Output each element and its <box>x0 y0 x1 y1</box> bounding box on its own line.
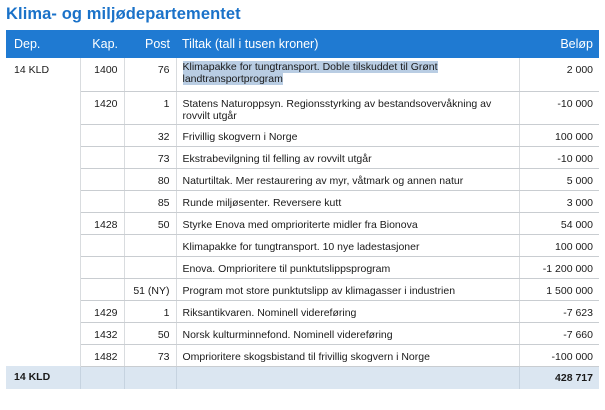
table-row <box>6 146 599 168</box>
total-belop: 428 717 <box>519 366 599 389</box>
post-cell: 51 (NY) <box>124 278 176 300</box>
selected-text[interactable]: Klimapakke for tungtransport. Doble tilskuddet til Grønt landtransportprogram <box>182 61 438 85</box>
tiltak-cell: Enova. Omprioritere til punktutslippsprogram <box>176 256 519 278</box>
post-cell <box>124 256 176 278</box>
tiltak-cell: Norsk kulturminnefond. Nominell videreføring <box>176 322 519 344</box>
tiltak-cell: Styrke Enova med omprioriterte midler fra Bionova <box>176 212 519 234</box>
belop-cell: 5 000 <box>519 168 599 190</box>
post-cell: 50 <box>124 322 176 344</box>
table-body <box>6 58 599 366</box>
post-cell: 73 <box>124 146 176 168</box>
kap-cell: 1429 <box>80 300 124 322</box>
header-kap: Kap. <box>80 30 124 58</box>
tiltak-cell: Statens Naturoppsyn. Regionsstyrking av bestandsovervåkning av rovvilt utgår <box>176 91 519 124</box>
table-row <box>6 322 599 344</box>
table-row <box>6 190 599 212</box>
tiltak-cell[interactable] <box>176 58 519 91</box>
post-cell: 1 <box>124 91 176 124</box>
kap-cell <box>80 124 124 146</box>
post-cell: 80 <box>124 168 176 190</box>
table-row <box>6 344 599 366</box>
belop-cell: -10 000 <box>519 91 599 124</box>
dep-cell: 14 KLD <box>6 58 80 366</box>
kap-cell <box>80 190 124 212</box>
tiltak-cell: Naturtiltak. Mer restaurering av myr, våtmark og annen natur <box>176 168 519 190</box>
table-header <box>6 30 599 58</box>
belop-cell: -1 200 000 <box>519 256 599 278</box>
post-cell: 73 <box>124 344 176 366</box>
kap-cell: 1420 <box>80 91 124 124</box>
header-dep: Dep. <box>6 30 80 58</box>
post-cell <box>124 234 176 256</box>
belop-cell: 100 000 <box>519 234 599 256</box>
tiltak-cell: Omprioritere skogsbistand til frivillig skogvern i Norge <box>176 344 519 366</box>
belop-cell: 100 000 <box>519 124 599 146</box>
budget-table <box>6 30 599 389</box>
header-tiltak: Tiltak (tall i tusen kroner) <box>176 30 519 58</box>
table-row <box>6 256 599 278</box>
table-row <box>6 58 599 91</box>
tiltak-cell: Riksantikvaren. Nominell videreføring <box>176 300 519 322</box>
header-post: Post <box>124 30 176 58</box>
belop-cell: 2 000 <box>519 58 599 91</box>
tiltak-cell: Runde miljøsenter. Reversere kutt <box>176 190 519 212</box>
table-row <box>6 124 599 146</box>
kap-cell: 1432 <box>80 322 124 344</box>
total-empty-post <box>124 366 176 389</box>
total-empty-kap <box>80 366 124 389</box>
kap-cell <box>80 146 124 168</box>
header-belop: Beløp <box>519 30 599 58</box>
post-cell: 76 <box>124 58 176 91</box>
post-cell: 50 <box>124 212 176 234</box>
table-row <box>6 278 599 300</box>
total-dep: 14 KLD <box>6 366 80 389</box>
tiltak-cell: Frivillig skogvern i Norge <box>176 124 519 146</box>
table-row <box>6 91 599 124</box>
table-row <box>6 300 599 322</box>
belop-cell: 54 000 <box>519 212 599 234</box>
kap-cell: 1400 <box>80 58 124 91</box>
table-row <box>6 212 599 234</box>
tiltak-cell: Klimapakke for tungtransport. 10 nye ladestasjoner <box>176 234 519 256</box>
page-title: Klima- og miljødepartementet <box>6 5 241 23</box>
belop-cell: -7 660 <box>519 322 599 344</box>
total-empty-tiltak <box>176 366 519 389</box>
kap-cell <box>80 234 124 256</box>
belop-cell: -100 000 <box>519 344 599 366</box>
belop-cell: 3 000 <box>519 190 599 212</box>
kap-cell: 1428 <box>80 212 124 234</box>
belop-cell: -10 000 <box>519 146 599 168</box>
belop-cell: -7 623 <box>519 300 599 322</box>
total-row <box>6 366 599 389</box>
post-cell: 32 <box>124 124 176 146</box>
kap-cell: 1482 <box>80 344 124 366</box>
tiltak-cell: Program mot store punktutslipp av klimagasser i industrien <box>176 278 519 300</box>
table-footer <box>6 366 599 389</box>
kap-cell <box>80 256 124 278</box>
post-cell: 1 <box>124 300 176 322</box>
kap-cell <box>80 168 124 190</box>
belop-cell: 1 500 000 <box>519 278 599 300</box>
tiltak-cell: Ekstrabevilgning til felling av rovvilt utgår <box>176 146 519 168</box>
table-row <box>6 234 599 256</box>
table-row <box>6 168 599 190</box>
kap-cell <box>80 278 124 300</box>
post-cell: 85 <box>124 190 176 212</box>
